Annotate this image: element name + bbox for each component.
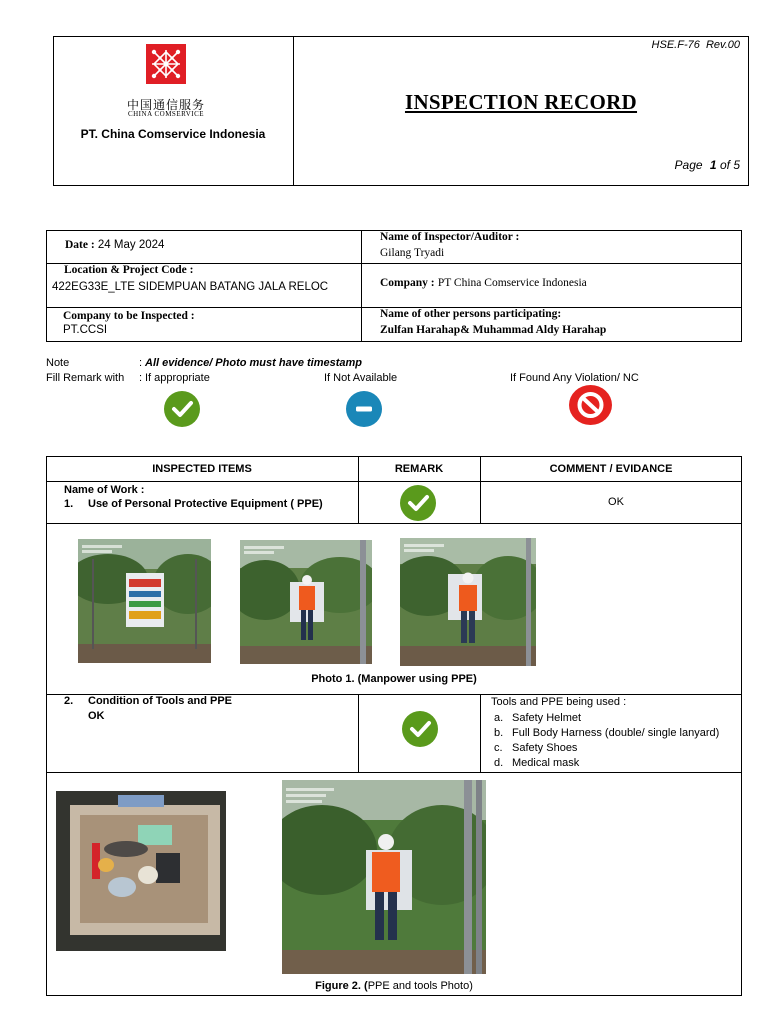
list-item: a. Safety Helmet	[494, 712, 582, 724]
company-value: PT China Comservice Indonesia	[437, 277, 587, 289]
ppe-photo-3	[400, 538, 536, 666]
figure2-caption-bold: Figure 2. (	[315, 980, 368, 992]
page-of: of	[719, 158, 730, 172]
fill-label: Fill Remark with	[46, 372, 125, 384]
logo-mark-icon	[146, 44, 186, 84]
ppe-photo-1	[78, 539, 211, 663]
inspector-value: Gilang Tryadi	[380, 247, 445, 259]
row2-status: OK	[88, 710, 105, 722]
company-logo	[146, 44, 186, 84]
page-current: 1	[709, 158, 717, 172]
appropriate-check-icon	[164, 391, 200, 427]
tools-photo	[56, 791, 226, 951]
worker-harness-photo	[282, 780, 486, 974]
note-sep: :	[139, 357, 143, 369]
date-value: 24 May 2024	[97, 239, 165, 251]
list-item: d. Medical mask	[494, 757, 580, 769]
company-label: Company :	[380, 277, 435, 289]
header-inspected-items: INSPECTED ITEMS	[152, 463, 252, 475]
others-label: Name of other persons participating:	[380, 308, 562, 320]
ppe-photo-2	[240, 540, 372, 664]
inspected-label: Company to be Inspected :	[63, 310, 195, 322]
figure2-caption-rest: PPE and tools Photo)	[367, 980, 473, 992]
page-number	[600, 158, 740, 172]
row1-number: 1.	[64, 498, 74, 510]
row1-check-icon	[400, 485, 436, 521]
page-title: INSPECTION RECORD	[404, 90, 638, 114]
row1-item: Use of Personal Protective Equipment ( PPE)	[88, 498, 323, 510]
date-field	[65, 239, 164, 251]
note-text: All evidence/ Photo must have timestamp	[145, 357, 363, 369]
table-vline-2b	[480, 694, 481, 772]
page-total: 5	[733, 158, 740, 172]
company-name: PT. China Comservice Indonesia	[80, 127, 266, 141]
location-label: Location & Project Code :	[64, 264, 194, 276]
row2-comment-title: Tools and PPE being used :	[491, 696, 627, 708]
header-comment: COMMENT / EVIDANCE	[549, 463, 673, 475]
location-value: 422EG33E_LTE SIDEMPUAN BATANG JALA RELOC	[52, 281, 329, 293]
others-value: Zulfan Harahap& Muhammad Aldy Harahap	[380, 324, 607, 336]
legend-appropriate: If appropriate	[145, 372, 210, 384]
header-remark: REMARK	[394, 463, 444, 475]
logo-english-text: CHINA COMSERVICE	[127, 110, 205, 118]
row1-comment: OK	[608, 496, 624, 508]
row2-item: Condition of Tools and PPE	[88, 695, 233, 707]
list-item: c. Safety Shoes	[494, 742, 578, 754]
company-field	[380, 277, 587, 289]
table-hline-row2	[46, 772, 742, 773]
photo1-caption: Photo 1. (Manpower using PPE)	[311, 673, 477, 685]
inspected-value: PT.CCSI	[63, 324, 108, 336]
doc-code: HSE.F-76 Rev.00	[651, 39, 740, 51]
date-label: Date :	[65, 239, 95, 251]
row2-number: 2.	[64, 695, 74, 707]
legend-not-available: If Not Available	[324, 372, 398, 384]
row2-list	[494, 711, 742, 771]
figure2-caption	[46, 980, 742, 992]
not-available-minus-icon	[346, 391, 382, 427]
page-prefix: Page	[674, 158, 703, 172]
violation-prohibited-icon	[569, 385, 612, 425]
inspector-label: Name of Inspector/Auditor :	[380, 231, 520, 243]
legend-violation: If Found Any Violation/ NC	[510, 372, 639, 384]
table-hline-header	[46, 481, 742, 482]
table-vline-1b	[358, 694, 359, 772]
note-label: Note	[46, 357, 70, 369]
logo-chinese-text: 中国通信服务	[126, 98, 205, 112]
list-item: b. Full Body Harness (double/ single lanyard)	[494, 727, 720, 739]
table-hline-row1	[46, 523, 742, 524]
fill-sep: :	[139, 372, 143, 384]
row1-name-of-work: Name of Work :	[64, 484, 145, 496]
info-vdivider	[361, 230, 362, 342]
row2-check-icon	[402, 711, 438, 747]
